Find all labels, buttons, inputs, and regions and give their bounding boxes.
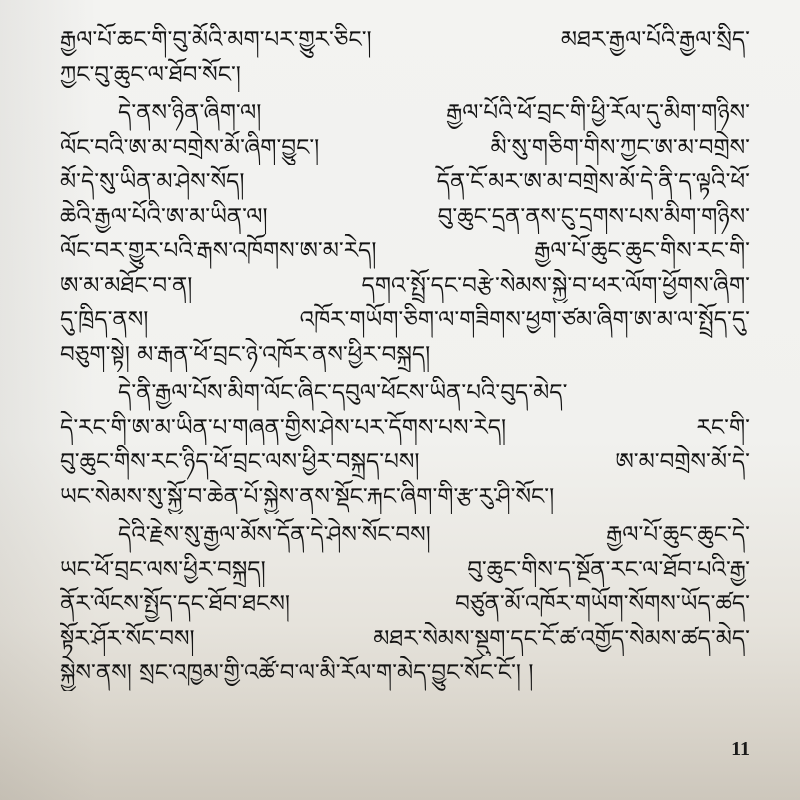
text-line: སྟོར་ཤོར་སོང་བས། མཐར་སེམས་སྡུག་དང་ངོ་ཚ་འགྱོད་སེམས་ཚད་མེད་	[60, 625, 750, 652]
text-line: ཡང་ཕོ་བྲང་ལས་ཕྱིར་བསྐྲད། བུ་ཆུང་གིས་ད་སྔོན་རང་ལ་ཐོབ་པའི་རྒྱ་	[60, 556, 750, 583]
text-line: མོ་དེ་སུ་ཡིན་མ་ཤེས་སོད། དོན་ངོ་མར་ཨ་མ་བགྲེས་མོ་དེ་ནི་ད་ལྟའི་ཕོ་	[60, 169, 750, 195]
text-line: དེ་ནི་རྒྱལ་པོས་མིག་ལོང་ཞིང་དབུལ་ཕོངས་ཡིན་པའི་བུད་མེད་	[118, 380, 568, 406]
text-line: ལོང་བར་གྱུར་པའི་རྒས་འཁོགས་ཨ་མ་རེད། རྒྱལ་པོ་ཆུང་ཆུང་གིས་རང་གི་	[60, 238, 750, 264]
text-line: ལོང་བའི་ཨ་མ་བགྲེས་མོ་ཞིག་བྱུང་། མི་སུ་གཅིག་གིས་ཀྱང་ཨ་མ་བགྲེས་	[60, 134, 750, 161]
text-line: ཨ་མ་མཐོང་བ་ན། དགའ་སྤྲོ་དང་བརྩེ་སེམས་སྐྱེ་བ་ཕར་ལོག་ཕྱོགས་ཞིག་	[60, 272, 750, 299]
text-line: དེའི་རྗེས་སུ་རྒྱལ་མོས་དོན་དེ་ཤེས་སོང་བས། རྒྱལ་པོ་ཆུང་ཆུང་དེ་	[118, 522, 750, 548]
text-line: སྐྱེས་ནས། སྲང་འཁྱམ་གྱི་འཚོ་བ་ལ་མི་རོལ་ག་མེད་བྱུང་སོང་ངོ་། །	[60, 660, 534, 686]
text-line: དུ་ཁྲིད་ནས། འཁོར་གཡོག་ཅིག་ལ་གཟིགས་ཕྱག་ཙམ་ཞིག་ཨ་མ་ལ་སྤྲོད་དུ་	[60, 307, 750, 333]
book-page-text	[60, 23, 750, 691]
text-line: ཡང་སེམས་སུ་སྐྱོ་བ་ཆེན་པོ་སྐྱེས་ནས་སྡོང་རྐང་ཞིག་གི་རྩ་རུ་ཤི་སོང་།	[60, 483, 555, 510]
text-line: ནོར་ལོངས་སྤྱོད་དང་ཐོབ་ཐངས། བཙུན་མོ་འཁོར་གཡོག་སོགས་ཡོད་ཚད་	[60, 591, 750, 617]
paragraph	[60, 96, 750, 372]
text-line: བཅུག་སྟེ། མ་རྒན་ཕོ་བྲང་ཉེ་འཁོར་ནས་ཕྱིར་བསྐྲད།	[60, 341, 431, 368]
paragraph	[60, 518, 750, 691]
text-line: རྒྱལ་པོ་ཆང་གི་བུ་མོའི་མག་པར་གྱུར་ཅིང་། མཐར་རྒྱལ་པོའི་རྒྱལ་སྲིད་	[60, 27, 750, 53]
paragraph	[60, 376, 750, 514]
text-line: ཀྱང་བུ་ཆུང་ལ་ཐོབ་སོང་།	[60, 61, 241, 88]
text-line: ཆེའི་རྒྱལ་པོའི་ཨ་མ་ཡིན་ལ། བུ་ཆུང་དྲན་ནས་ངུ་དྲགས་པས་མིག་གཉིས་	[60, 203, 750, 230]
text-line: དེ་ནས་ཉིན་ཞིག་ལ། རྒྱལ་པོའི་ཕོ་བྲང་གི་ཕྱི་རོལ་དུ་མིག་གཉིས་	[118, 100, 750, 126]
text-line: དེ་རང་གི་ཨ་མ་ཡིན་པ་གཞན་གྱིས་ཤེས་པར་དོགས་པས་རེད། རང་གི་	[60, 414, 750, 441]
text-line: བུ་ཆུང་གིས་རང་ཉིད་ཕོ་བྲང་ལས་ཕྱིར་བསྐྲད་པས། ཨ་མ་བགྲེས་མོ་དེ་	[60, 449, 750, 475]
paragraph	[60, 23, 750, 92]
page-number: 11	[731, 738, 750, 760]
